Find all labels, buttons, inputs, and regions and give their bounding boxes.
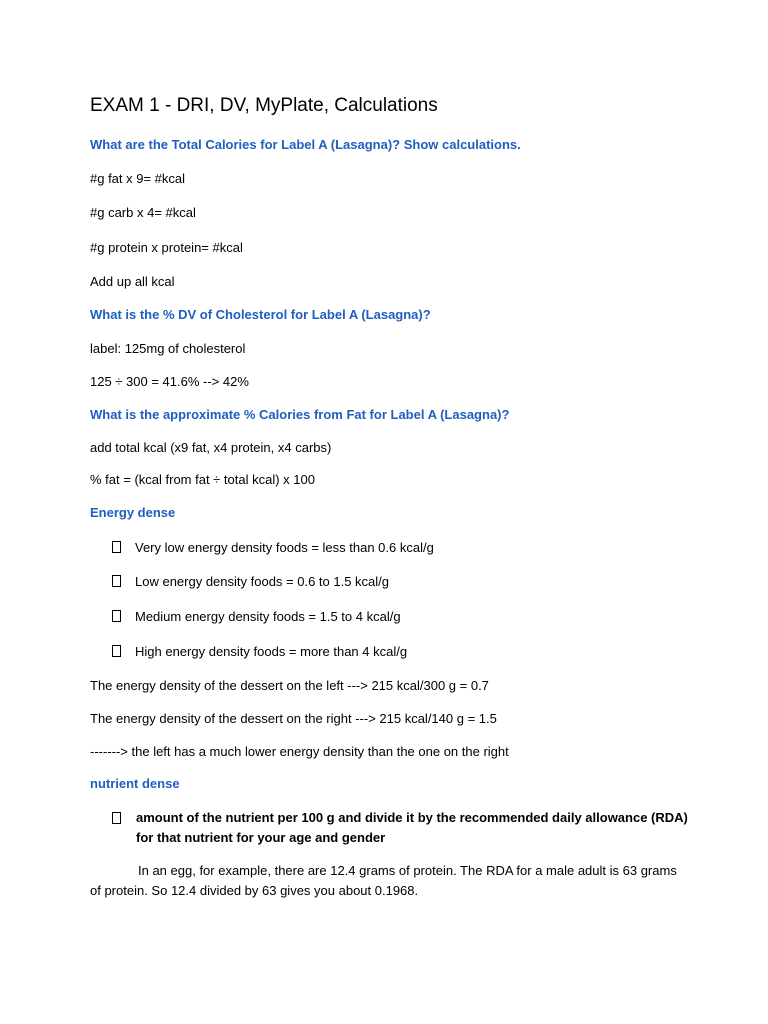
- question-cholesterol-dv: What is the % DV of Cholesterol for Label A (Lasagna)?: [90, 307, 431, 322]
- page-title: EXAM 1 - DRI, DV, MyPlate, Calculations: [90, 95, 438, 116]
- bullet-box-icon: [112, 575, 121, 587]
- list-item-text: Medium energy density foods = 1.5 to 4 kcal/g: [135, 609, 401, 624]
- question-calories-from-fat: What is the approximate % Calories from Fat for Label A (Lasagna)?: [90, 407, 510, 422]
- egg-example-text: In an egg, for example, there are 12.4 grams of protein. The RDA for a male adult is 63 grams of protein. So 12.4 divided by 63 gives you about 0.1968.: [90, 863, 677, 898]
- list-item-text: High energy density foods = more than 4 kcal/g: [135, 644, 408, 659]
- fat-total-line: add total kcal (x9 fat, x4 protein, x4 carbs): [90, 440, 332, 455]
- bullet-box-icon: [112, 812, 121, 824]
- bullet-box-icon: [112, 541, 121, 553]
- fat-percent-line: % fat = (kcal from fat ÷ total kcal) x 100: [90, 472, 315, 487]
- energy-density-left-line: The energy density of the dessert on the left ---> 215 kcal/300 g = 0.7: [90, 678, 489, 693]
- bullet-box-icon: [112, 645, 121, 657]
- bullet-box-icon: [112, 610, 121, 622]
- list-item: [112, 808, 712, 850]
- egg-example-paragraph: [90, 861, 680, 901]
- cholesterol-label-line: label: 125mg of cholesterol: [90, 341, 246, 356]
- list-item-text: Low energy density foods = 0.6 to 1.5 kcal/g: [135, 574, 390, 589]
- energy-density-conclusion-line: -------> the left has a much lower energy density than the one on the right: [90, 744, 509, 759]
- energy-density-right-line: The energy density of the dessert on the right ---> 215 kcal/140 g = 1.5: [90, 711, 497, 726]
- question-total-calories: What are the Total Calories for Label A (Lasagna)? Show calculations.: [90, 137, 521, 152]
- list-item: [112, 609, 401, 625]
- list-item-text: Very low energy density foods = less than 0.6 kcal/g: [135, 540, 434, 555]
- cholesterol-calc-line: 125 ÷ 300 = 41.6% --> 42%: [90, 374, 249, 389]
- list-item: [112, 540, 434, 556]
- calc-line-sum: Add up all kcal: [90, 274, 175, 289]
- calc-line-carb: #g carb x 4= #kcal: [90, 205, 196, 220]
- calc-line-fat: #g fat x 9= #kcal: [90, 171, 186, 186]
- nutrient-dense-heading: nutrient dense: [90, 776, 180, 791]
- list-item-text: amount of the nutrient per 100 g and divide it by the recommended daily allowance (RDA) for that nutrient for your age and gender: [136, 810, 688, 845]
- list-item: [112, 574, 389, 590]
- energy-dense-heading: Energy dense: [90, 505, 176, 520]
- calc-line-protein: #g protein x protein= #kcal: [90, 240, 243, 255]
- list-item: [112, 644, 407, 660]
